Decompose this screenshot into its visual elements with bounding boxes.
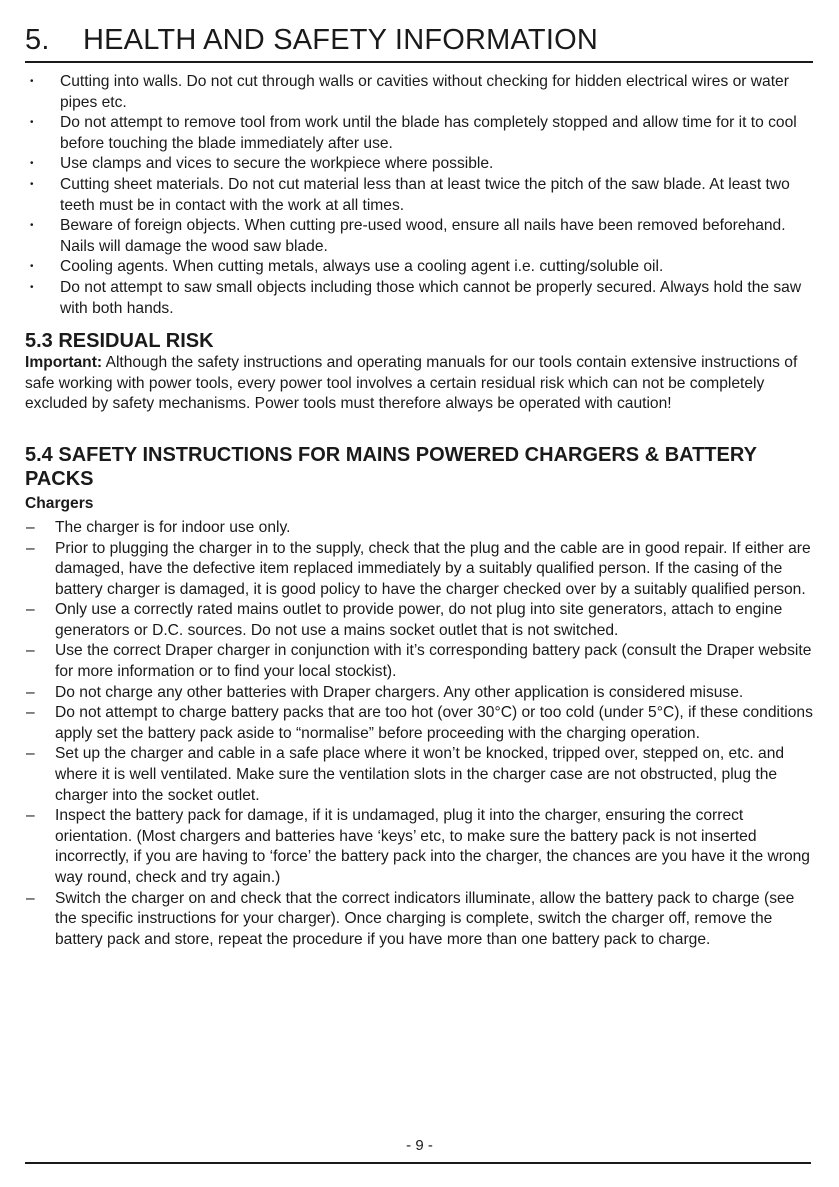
residual-risk-text: Although the safety instructions and operating manuals for our tools contain extensive instructions of safe working with power tools, every power tool involves a certain residual risk which can not be completely excluded by safety mechanisms. Power tools must therefore always be operated with caution! [25,354,798,413]
list-item-text: Prior to plugging the charger in to the supply, check that the plug and the cable are in good repair. If either are damaged, have the defective item replaced immediately by a suitably qualified person. If the casing of the battery charger is damaged, it is good policy to have the charger checked over by a suitably qualified person. [55,539,811,598]
list-item [25,154,813,175]
bullet-icon: • [30,117,34,129]
list-item-text: Do not charge any other batteries with Draper chargers. Any other application is considered misuse. [55,683,744,701]
list-item [25,600,813,641]
list-item-text: Switch the charger on and check that the correct indicators illuminate, allow the battery pack to charge (see the specific instructions for your charger). Once charging is complete, switch the charger off, remove the battery pack and store, repeat the procedure if you have more than one battery pack to charge. [55,889,795,948]
list-item [25,72,813,113]
bullet-icon: • [30,281,34,293]
list-item-text: Use clamps and vices to secure the workpiece where possible. [60,155,494,173]
list-item [25,257,813,278]
list-item-text: Cutting into walls. Do not cut through walls or cavities without checking for hidden electrical wires or water pipes etc. [60,73,789,111]
document-page [25,22,813,950]
list-item [25,889,813,951]
list-item-text: Only use a correctly rated mains outlet to provide power, do not plug into site generators, attach to engine generators or D.C. sources. Do not use a mains socket outlet that is not switched. [55,601,783,639]
residual-risk-paragraph [25,353,813,415]
list-item-text: Use the correct Draper charger in conjunction with it’s corresponding battery pack (consult the Draper website for more information or to find your local stockist). [55,642,812,681]
safety-bullet-list [25,72,813,319]
list-item [25,744,813,806]
dash-icon: – [26,889,35,907]
section-title [25,22,813,58]
bullet-icon: • [30,178,34,190]
list-item [25,683,813,704]
dash-icon: – [26,704,35,722]
list-item-text: Do not attempt to saw small objects including those which cannot be properly secured. Always hold the saw with both hands. [60,278,802,317]
list-item [25,806,813,888]
dash-icon: – [26,807,35,825]
header-rule [25,61,813,63]
list-item-text: Set up the charger and cable in a safe place where it won’t be knocked, tripped over, stepped on, etc. and where it is well ventilated. Make sure the ventilation slots in the charger case are not obstructed, plug the charger into the socket outlet. [55,745,785,804]
list-item-text: Cooling agents. When cutting metals, always use a cooling agent i.e. cutting/soluble oil. [60,258,664,276]
list-item-text: The charger is for indoor use only. [55,518,291,536]
list-item [25,113,813,154]
dash-icon: – [26,518,35,536]
bullet-icon: • [30,158,34,170]
dash-icon: – [26,683,35,701]
important-label: Important: [25,354,103,372]
page-number: - 9 - [406,1137,433,1154]
list-item-text: Beware of foreign objects. When cutting pre-used wood, ensure all nails have been removed beforehand. Nails will damage the wood saw blade. [60,217,786,255]
list-item-text: Inspect the battery pack for damage, if it is undamaged, plug it into the charger, ensuring the correct orientation. (Most chargers and batteries have ‘keys’ etc, to make sure the battery pack is not inserted incorrectly, if you are having to ‘force’ the battery pack into the charger, the chances are you have it the wrong way round, check and try again.) [55,807,810,886]
section-title-text: HEALTH AND SAFETY INFORMATION [83,24,598,56]
list-item-text: Cutting sheet materials. Do not cut material less than at least twice the pitch of the saw blade. At least two teeth must be in contact with the work at all times. [60,175,790,214]
residual-risk-heading: 5.3 RESIDUAL RISK [25,330,214,353]
charger-instruction-list [25,518,813,950]
bullet-icon: • [30,261,34,273]
list-item [25,703,813,744]
list-item [25,278,813,319]
list-item [25,216,813,257]
list-item [25,518,813,539]
list-item [25,175,813,216]
dash-icon: – [26,745,35,763]
dash-icon: – [26,601,35,619]
list-item-text: Do not attempt to remove tool from work until the blade has completely stopped and allow time for it to cool before touching the blade immediately after use. [60,114,797,152]
dash-icon: – [26,642,35,660]
footer-rule [25,1162,811,1164]
list-item [25,539,813,601]
chargers-subheading: Chargers [25,494,94,512]
list-item-text: Do not attempt to charge battery packs that are too hot (over 30°C) or too cold (under 5°C), if these conditions apply set the battery pack aside to “normalise” before proceeding with the charging operation. [55,704,813,742]
bullet-icon: • [30,76,34,87]
bullet-icon: • [30,220,34,232]
list-item [25,641,813,682]
charger-safety-heading: 5.4 SAFETY INSTRUCTIONS FOR MAINS POWERED CHARGERS & BATTERY PACKS [25,443,757,490]
dash-icon: – [26,539,35,557]
section-number: 5. [25,24,50,56]
